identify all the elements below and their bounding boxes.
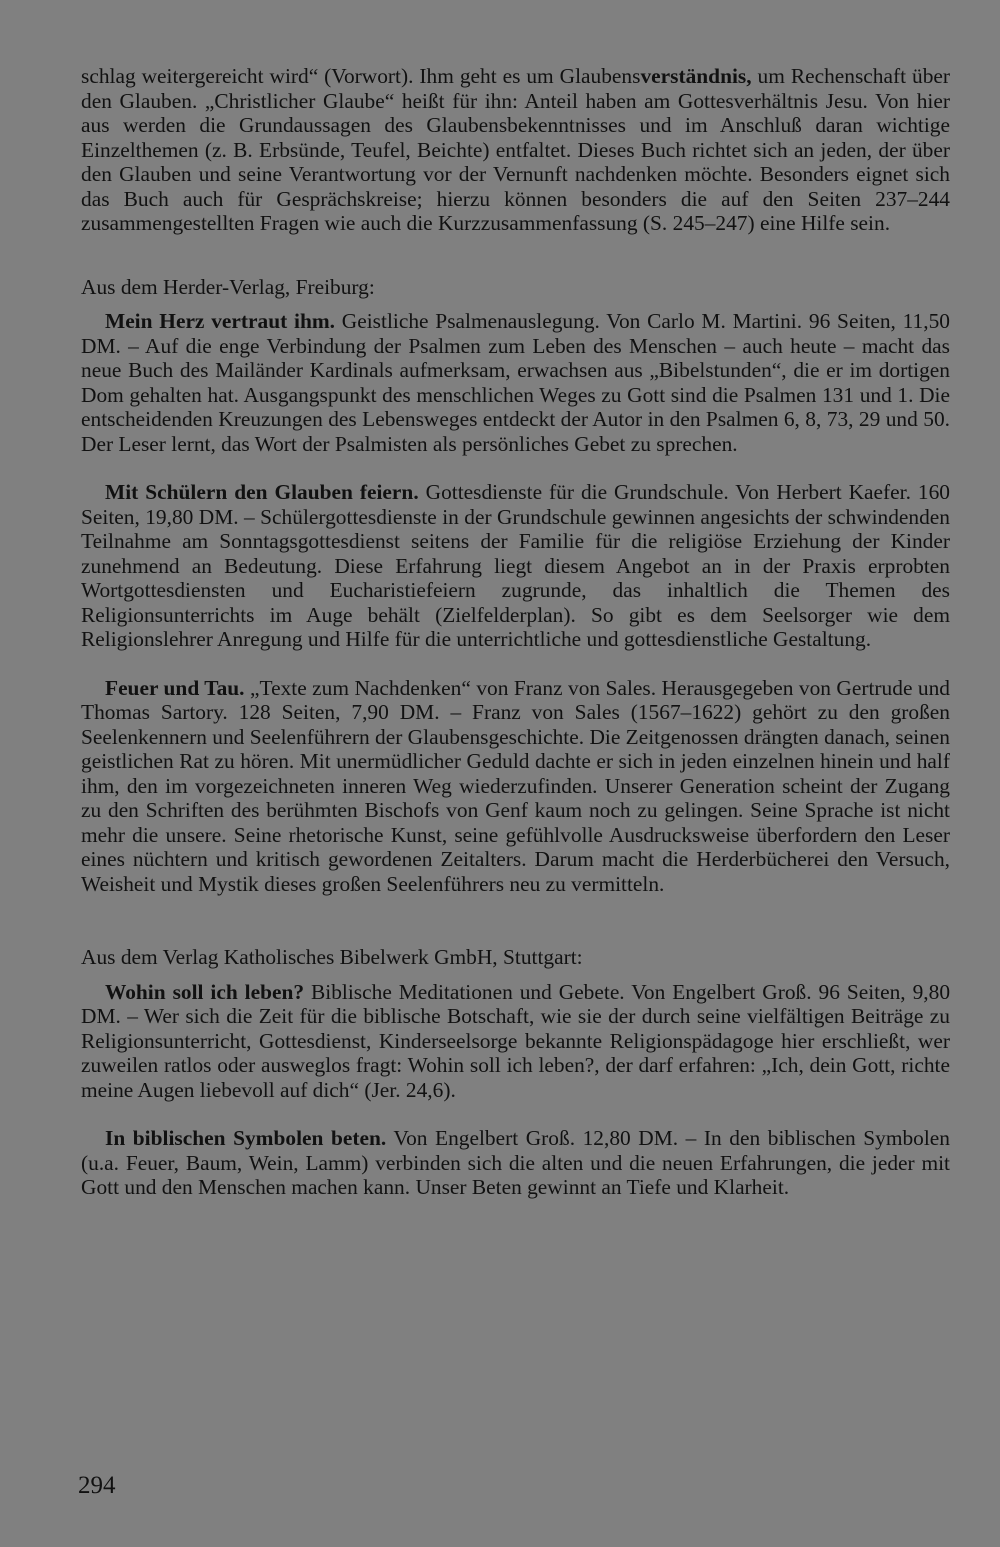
book-entry-mein-herz	[81, 309, 950, 456]
intro-paragraph	[81, 64, 950, 236]
intro-text-start: schlag weitergereicht wird“ (Vorwort). Ihm geht es um Glaubens	[81, 64, 641, 88]
publisher-heading-bibelwerk: Aus dem Verlag Katholisches Bibelwerk GmbH, Stuttgart:	[81, 945, 583, 969]
book-title: Feuer und Tau.	[105, 675, 245, 700]
book-entry-in-biblischen-symbolen	[81, 1126, 950, 1200]
book-title: Mit Schülern den Glauben feiern.	[105, 480, 419, 504]
publisher-heading-herder: Aus dem Herder-Verlag, Freiburg:	[81, 274, 375, 299]
intro-bold-term: verständnis,	[640, 64, 752, 88]
book-title: Wohin soll ich leben?	[105, 979, 305, 1004]
book-description: Geistliche Psalmenauslegung. Von Carlo M. Martini. 96 Seiten, 11,50 DM. – Auf die enge Verbindung der Psalmen zum Leben des Menschen – auch heute – macht das neue Buch des Mailänder Kardinals aufmerksam, erwachsen aus „Bibelstunden“, die er im dortigen Dom gehalten hat. Ausgangspunkt des menschlichen Weges zu Gott sind die Psalmen 131 und 1. Die entscheidenden Kreuzungen des Lebensweges entdeckt der Autor in den Psalmen 6, 8, 73, 29 und 50. Der Leser lernt, das Wort der Psalmisten als persönliches Gebet zu sprechen.	[81, 309, 950, 456]
intro-text-end: um Rechenschaft über den Glauben. „Christlicher Glaube“ heißt für ihn: Anteil haben am Gottesverhältnis Jesu. Von hier aus werden die Grundaussagen des Glaubensbekenntnisses und im Anschluß daran wichtige Einzelthemen (z. B. Erbsünde, Teufel, Beichte) entfaltet. Dieses Buch richtet sich an jeden, der über den Glauben und seine Verantwortung vor der Vernunft nachdenken möchte. Besonders eignet sich das Buch auch für Gesprächskreise; hierzu können besonders die auf den Seiten 237–244 zusammengestellten Fragen wie auch die Kurzzusammenfassung (S. 245–247) eine Hilfe sein.	[81, 64, 951, 235]
book-description: Biblische Meditationen und Gebete. Von Engelbert Groß. 96 Seiten, 9,80 DM. – Wer sich die Zeit für die biblische Botschaft, wie sie der durch seine vielfältigen Beiträge zu Religionsunterricht, Gottesdienst, Kinderseelsorge bekannte Religionspädagoge hier erschließt, wer zuweilen ratlos oder ausweglos fragt: Wohin soll ich leben?, der darf erfahren: „Ich, dein Gott, richte meine Augen liebevoll auf dich“ (Jer. 24,6).	[81, 979, 951, 1102]
book-entry-wohin-soll-ich-leben	[81, 980, 950, 1103]
book-entry-mit-schuelern	[81, 480, 950, 652]
book-description: „Texte zum Nachdenken“ von Franz von Sales. Herausgegeben von Gertrude und Thomas Sartory. 128 Seiten, 7,90 DM. – Franz von Sales (1567–1622) gehört zu den großen Seelenkennern und Seelenführern der Glaubensgeschichte. Die Zeitgenossen drängten danach, seinen geistlichen Rat zu hören. Mit unermüdlicher Geduld dachte er sich in jeden einzelnen hinein und half ihm, den im vorgezeichneten inneren Weg wiederzufinden. Unserer Generation scheint der Zugang zu den Schriften des berühmten Bischofs von Genf kaum noch zu gelingen. Seine Sprache ist nicht mehr die unsere. Seine rhetorische Kunst, seine gefühlvolle Ausdrucksweise überfordern den Leser eines nüchtern und kritisch gewordenen Zeitalters. Darum macht die Herderbücherei den Versuch, Weisheit und Mystik dieses großen Seelenführers neu zu vermitteln.	[81, 675, 950, 896]
book-title: Mein Herz vertraut ihm.	[105, 309, 336, 333]
book-title: In biblischen Symbolen beten.	[105, 1126, 387, 1150]
page-number: 294	[78, 1472, 116, 1499]
book-entry-feuer-und-tau	[81, 676, 950, 897]
document-page	[81, 64, 950, 1200]
book-description: Gottesdienste für die Grundschule. Von Herbert Kaefer. 160 Seiten, 19,80 DM. – Schülergottesdienste in der Grundschule gewinnen angesichts der schwindenden Teilnahme am Sonntagsgottesdienst seitens der Familie für die religiöse Erziehung der Kinder zunehmend an Bedeutung. Diese Erfahrung liegt diesem Angebot an in der Praxis erprobten Wortgottesdiensten und Eucharistiefeiern zugrunde, das inhaltlich die Themen des Religionsunterrichts im Auge behält (Zielfelderplan). So gibt es dem Seelsorger wie dem Religionslehrer Anregung und Hilfe für die unterrichtliche und gottesdienstliche Gestaltung.	[81, 480, 950, 651]
book-description: Von Engelbert Groß. 12,80 DM. – In den biblischen Symbolen (u.a. Feuer, Baum, Wein, Lamm) verbinden sich die alten und die neuen Erfahrungen, die jeder mit Gott und den Menschen machen kann. Unser Beten gewinnt an Tiefe und Klarheit.	[81, 1126, 950, 1199]
